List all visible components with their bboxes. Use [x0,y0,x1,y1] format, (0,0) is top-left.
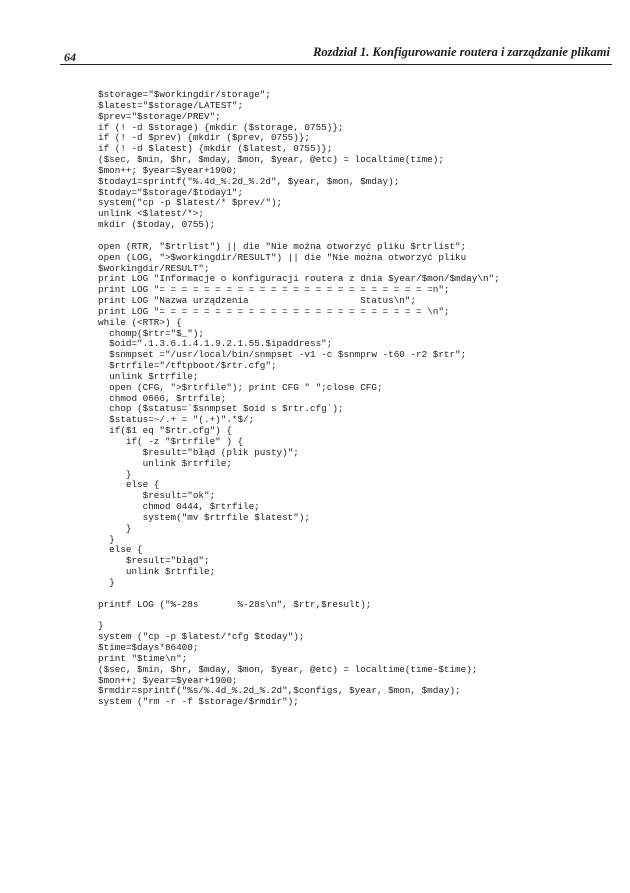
code-line: $result="błąd (plik pusty)"; [98,446,299,458]
code-line: if($1 eq "$rtr.cfg") { [98,425,232,437]
code-line: ($sec, $min, $hr, $mday, $mon, $year, @etc) = localtime(time-$time); [98,663,478,675]
chapter-title: Rozdział 1. Konfigurowanie routera i zarządzanie plikami [313,45,610,59]
code-line: if( -z "$rtrfile" ) { [98,436,244,447]
code-line: unlink <$latest/*>; [98,208,205,220]
code-line: print LOG "= = = = = = = = = = = = = = = = = = = = = = = = \n"; [98,305,450,317]
code-line: } [98,522,132,534]
code-line: $result="ok"; [98,490,216,502]
code-line: $mon++; $year=$year+1900; [98,674,238,686]
code-line [98,611,500,622]
code-line: $today1=sprintf("%.4d_%.2d_%.2d", $year, $mon, $mday); [98,175,400,187]
code-line: $rtrfile="/tftpboot/$rtr.cfg"; [98,360,277,372]
code-line: system("cp -p $latest/* $prev/"); [98,197,283,209]
code-line: } [98,576,115,588]
code-line: $workingdir/RESULT"; [98,262,210,274]
code-line: $latest="$storage/LATEST"; [98,99,244,111]
code-line: if (! -d $latest) {mkdir ($latest, 0755)}; [98,143,333,155]
code-line: chomp($rtr="$_"); [98,327,205,339]
code-line: unlink $rtrfile; [98,370,199,382]
code-line: mkdir ($today, 0755); [98,219,216,231]
code-line: open (RTR, "$rtrlist") || die "Nie można otworzyć pliku $rtrlist"; [98,240,467,252]
code-line: open (LOG, ">$workingdir/RESULT") || die "Nie można otworzyć pliku [98,251,467,263]
code-line: print LOG "Nazwa urządzenia Status\n"; [98,295,417,307]
code-line: $rmdir=sprintf("%s/%.4d_%.2d_%.2d",$configs, $year, $mon, $mday); [98,685,461,697]
code-line: chmod 0666, $rtrfile; [98,392,227,404]
code-line: system ("cp -p $latest/*cfg $today"); [98,631,305,643]
code-line: open (CFG, ">$rtrfile"); print CFG " ";close CFG; [98,381,383,393]
code-line: unlink $rtrfile; [98,457,232,469]
code-line: $today="$storage/$today1"; [98,186,244,198]
code-line: chop ($status=`$snmpset $oid s $rtr.cfg`); [98,403,344,415]
code-listing [98,90,500,708]
code-line: $snmpset ="/usr/local/bin/snmpset -v1 -c $snmprw -t60 -r2 $rtr"; [98,349,467,361]
code-line: chmod 0444, $rtrfile; [98,501,260,513]
code-line: $oid=".1.3.6.1.4.1.9.2.1.55.$ipaddress"; [98,338,333,350]
header-rule [60,64,612,65]
code-line: else { [98,544,143,556]
code-line: system ("rm -r -f $storage/$rmdir"); [98,696,299,708]
code-line: system("mv $rtrfile $latest"); [98,511,311,523]
code-line: $prev="$storage/PREV"; [98,110,221,122]
code-line: print LOG "Informacje o konfiguracji routera z dnia $year/$mon/$mday\n"; [98,273,500,285]
page-number: 64 [64,50,76,64]
code-line: print LOG "= = = = = = = = = = = = = = = = = = = = = = = = =n"; [98,284,450,296]
code-line: if (! -d $prev) {mkdir ($prev, 0755)}; [98,132,311,144]
code-line: } [98,620,104,632]
code-line: $mon++; $year=$year+1900; [98,164,238,176]
code-line: print "$time\n"; [98,652,188,664]
code-line: $time=$days*86400; [98,642,199,654]
code-line: $storage="$workingdir/storage"; [98,89,271,100]
code-line: printf LOG ("%-28s %-28s\n", $rtr,$result); [98,598,372,610]
code-line: else { [98,479,160,491]
code-line: } [98,468,132,480]
code-line: $status=~/.+ = "(.+)".*$/; [98,414,255,426]
code-line: if (! -d $storage) {mkdir ($storage, 0755)}; [98,121,344,133]
code-line: ($sec, $min, $hr, $mday, $mon, $year, @etc) = localtime(time); [98,154,444,166]
code-line: } [98,533,115,545]
code-line: while (<RTR>) { [98,316,182,328]
code-line: $result="błąd"; [98,555,210,567]
code-line: unlink $rtrfile; [98,566,216,578]
